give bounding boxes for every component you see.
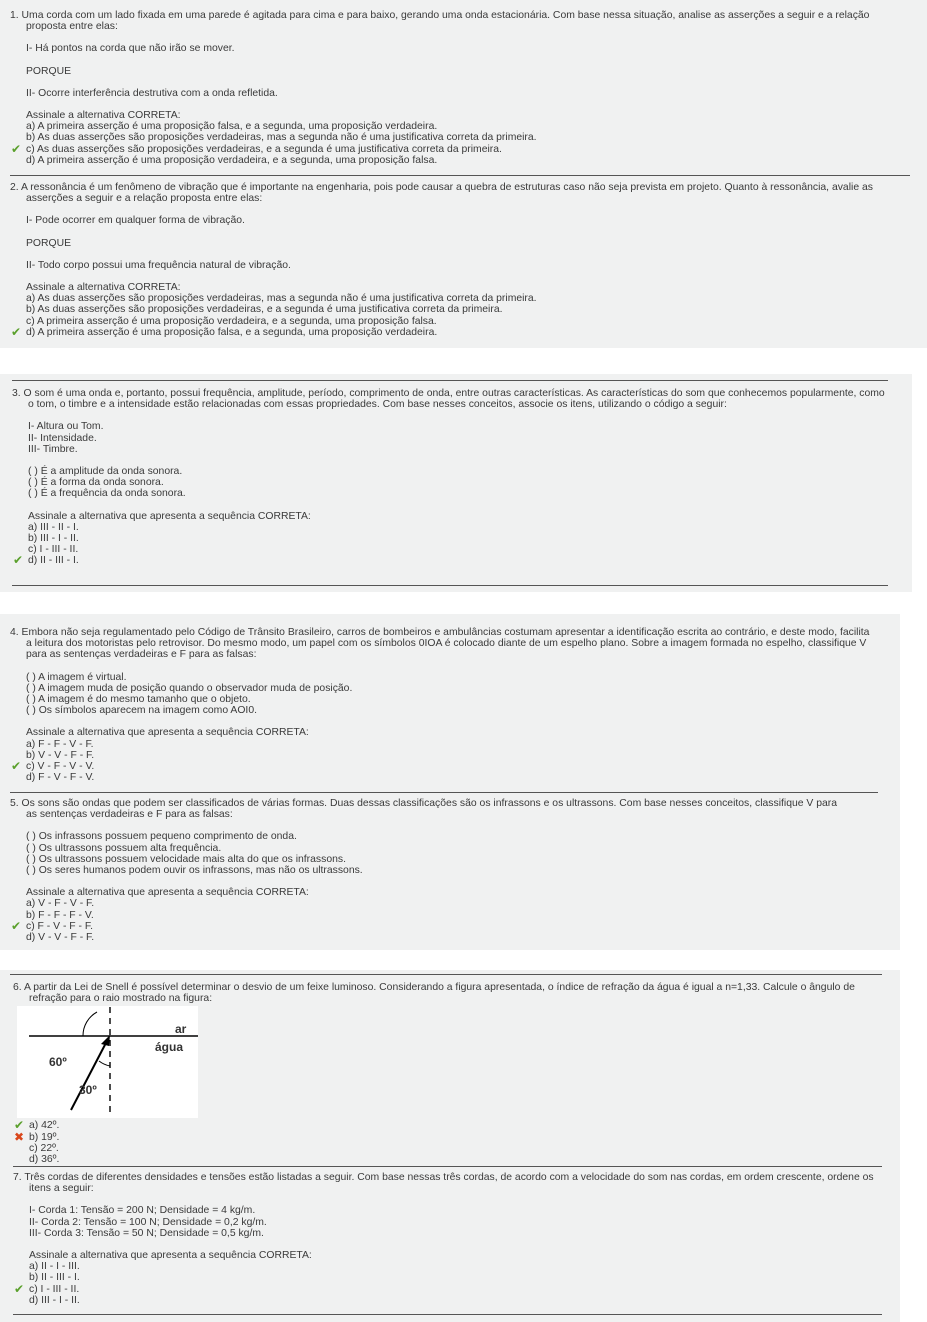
check-icon: ✔	[11, 759, 22, 774]
question-3-stem: 3. O som é uma onda e, portanto, possui frequência, amplitude, período, comprimento de onda, entre outras características. As características do som que conhecemos popularmente, como o tom, o timbre e a intensidade estão relacionadas com essas propriedades. Com base nesses conceitos, associe os itens, utilizando o código a seguir:	[12, 388, 885, 411]
option-b[interactable]: b) As duas asserções são proposições verdadeiras, mas a segunda não é uma justificativa correta da primeira.	[26, 132, 537, 144]
question-5-stem: 5. Os sons são ondas que podem ser classificados de várias formas. Duas dessas classificações são os infrassons e os ultrassons. Com base nesses conceitos, classifique V para as sentenças verdadeiras e F para as falsas:	[10, 798, 838, 821]
option-d[interactable]: d) A primeira asserção é uma proposição verdadeira, e a segunda, uma proposição falsa.	[26, 154, 438, 166]
question-prompt: Assinale a alternativa que apresenta a sequência CORRETA:	[29, 1250, 312, 1262]
assertion-2: II- Ocorre interferência destrutiva com a onda refletida.	[26, 87, 278, 99]
question-prompt: Assinale a alternativa que apresenta a sequência CORRETA:	[26, 727, 309, 739]
option-b[interactable]: b) As duas asserções são proposições verdadeiras, e a segunda é uma justificativa correta da primeira.	[26, 304, 503, 316]
statement-2: ( ) A imagem muda de posição quando o observador muda de posição.	[26, 682, 353, 694]
item-1: I- Corda 1: Tensão = 200 N; Densidade = 4 kg/m.	[29, 1205, 256, 1217]
question-6-stem: 6. A partir da Lei de Snell é possível determinar o desvio de um feixe luminoso. Considerando a figura apresentada, o índice de refração da água é igual a n=1,33. Calcule o ângulo de refração para o raio mostrado na figura:	[13, 982, 855, 1005]
question-2-stem: 2. A ressonância é um fenômeno de vibração que é importante na engenharia, pois pode causar a quebra de estruturas caso não seja prevista em projeto. Quanto à ressonância, avalie as asserções a seguir e a relação proposta entre elas:	[10, 182, 873, 205]
option-d[interactable]: d) III - I - II.	[29, 1294, 80, 1306]
angle-30: 30º	[79, 1083, 97, 1098]
divider	[13, 1314, 882, 1315]
divider	[12, 585, 888, 586]
option-c[interactable]: c) A primeira asserção é uma proposição verdadeira, e a segunda, uma proposição falsa.	[26, 315, 437, 327]
check-icon: ✔	[13, 553, 24, 568]
option-c[interactable]: c) I - III - II.	[28, 544, 79, 556]
porque-label: PORQUE	[26, 237, 72, 249]
assertion-1: I- Há pontos na corda que não irão se mover.	[26, 43, 235, 55]
check-icon: ✔	[11, 918, 22, 933]
statement-3: ( ) É a frequência da onda sonora.	[28, 488, 186, 500]
item-1: I- Altura ou Tom.	[28, 421, 104, 433]
refraction-diagram	[17, 1006, 198, 1118]
option-a[interactable]: a) II - I - III.	[29, 1261, 80, 1273]
cross-icon: ✖	[14, 1129, 25, 1144]
option-b[interactable]: b) II - III - I.	[29, 1272, 80, 1284]
label-ar: ar	[175, 1022, 187, 1037]
light-ray	[71, 1039, 108, 1110]
statement-3: ( ) A imagem é do mesmo tamanho que o objeto.	[26, 694, 251, 706]
option-d[interactable]: ✔ d) A primeira asserção é uma proposição falsa, e a segunda, uma proposição verdadeira.	[11, 324, 438, 339]
option-b[interactable]: b) III - I - II.	[28, 533, 79, 545]
option-a[interactable]: a) A primeira asserção é uma proposição falsa, e a segunda, uma proposição verdadeira.	[26, 121, 438, 133]
item-2: II- Intensidade.	[28, 432, 97, 444]
option-b[interactable]: ✖ b) 19º.	[14, 1129, 60, 1144]
option-c[interactable]: c) 22º.	[29, 1142, 59, 1154]
option-a[interactable]: a) F - F - V - F.	[26, 738, 94, 750]
question-7-stem: 7. Três cordas de diferentes densidades e tensões estão listadas a seguir. Com base nessas três cordas, de acordo com a velocidade do som nas cordas, em ordem crescente, ordene os itens a seguir:	[13, 1172, 874, 1195]
divider	[12, 380, 888, 381]
check-icon: ✔	[14, 1281, 25, 1296]
question-prompt: Assinale a alternativa CORRETA:	[26, 282, 181, 294]
option-b[interactable]: b) V - V - F - F.	[26, 749, 95, 761]
statement-1: ( ) Os infrassons possuem pequeno comprimento de onda.	[26, 831, 297, 843]
option-b[interactable]: b) F - F - F - V.	[26, 909, 94, 921]
question-5	[10, 798, 850, 943]
question-7	[13, 1172, 875, 1306]
question-4	[10, 627, 872, 783]
option-c[interactable]: ✔ c) F - V - F - F.	[11, 918, 93, 933]
angle-arc-icon	[99, 1061, 110, 1066]
question-3	[12, 388, 892, 567]
option-a[interactable]: a) V - F - V - F.	[26, 898, 95, 910]
statement-4: ( ) Os seres humanos podem ouvir os infrassons, mas não os ultrassons.	[26, 865, 363, 877]
question-prompt: Assinale a alternativa que apresenta a sequência CORRETA:	[26, 887, 309, 899]
divider	[10, 175, 910, 176]
item-2: II- Corda 2: Tensão = 100 N; Densidade = 0,2 kg/m.	[29, 1216, 267, 1228]
question-2	[10, 182, 895, 338]
angle-arc-icon	[83, 1012, 97, 1036]
question-prompt: Assinale a alternativa que apresenta a sequência CORRETA:	[28, 510, 311, 522]
option-d[interactable]: d) 36º.	[29, 1154, 60, 1166]
check-icon: ✔	[11, 324, 22, 339]
label-agua: água	[155, 1040, 184, 1055]
statement-2: ( ) Os ultrassons possuem alta frequência.	[26, 842, 222, 854]
option-a[interactable]: a) As duas asserções são proposições verdadeiras, mas a segunda não é uma justificativa correta da primeira.	[26, 293, 537, 305]
option-c[interactable]: ✔ c) V - F - V - V.	[11, 759, 95, 774]
check-icon: ✔	[11, 141, 22, 156]
statement-2: ( ) É a forma da onda sonora.	[28, 477, 164, 489]
statement-4: ( ) Os símbolos aparecem na imagem como AOI0.	[26, 705, 257, 717]
check-icon: ✔	[14, 1118, 25, 1133]
assertion-2: II- Todo corpo possui uma frequência natural de vibração.	[26, 259, 291, 271]
option-d[interactable]: d) F - V - F - V.	[26, 772, 95, 784]
question-1	[10, 10, 890, 166]
angle-60: 60º	[49, 1055, 67, 1070]
assertion-1: I- Pode ocorrer em qualquer forma de vibração.	[26, 215, 245, 227]
option-d[interactable]: d) V - V - F - F.	[26, 932, 95, 944]
statement-1: ( ) É a amplitude da onda sonora.	[28, 466, 183, 478]
statement-1: ( ) A imagem é virtual.	[26, 671, 127, 683]
porque-label: PORQUE	[26, 65, 72, 77]
statement-3: ( ) Os ultrassons possuem velocidade mais alta do que os infrassons.	[26, 853, 346, 865]
option-c[interactable]: ✔ c) As duas asserções são proposições verdadeiras, e a segunda é uma justificativa correta da primeira.	[11, 141, 502, 156]
question-6	[13, 982, 863, 1165]
option-a[interactable]: a) III - II - I.	[28, 521, 79, 533]
option-c[interactable]: ✔ c) I - III - II.	[14, 1281, 80, 1296]
divider	[10, 974, 882, 975]
option-a[interactable]: ✔ a) 42º.	[14, 1118, 60, 1133]
option-d[interactable]: ✔ d) II - III - I.	[13, 553, 79, 568]
divider	[10, 792, 878, 793]
item-3: III- Corda 3: Tensão = 50 N; Densidade = 0,5 kg/m.	[29, 1227, 264, 1239]
question-prompt: Assinale a alternativa CORRETA:	[26, 110, 181, 122]
item-3: III- Timbre.	[28, 443, 78, 455]
divider	[13, 1166, 882, 1167]
question-1-stem: 1. Uma corda com um lado fixada em uma parede é agitada para cima e para baixo, gerando uma onda estacionária. Com base nessa situação, analise as asserções a seguir e a relação proposta entre elas:	[10, 10, 870, 33]
snell-law-figure	[17, 1006, 198, 1118]
question-4-stem: 4. Embora não seja regulamentado pelo Código de Trânsito Brasileiro, carros de bombeiros e ambulâncias costumam apresentar a identificação escrita ao contrário, e deste modo, facilita a leitura dos motoristas pelo retrovisor. Do mesmo modo, um papel com os símbolos 0IOA é colocado diante de um espelho plano. Sobre a imagem formada no espelho, classifique V para as sentenças verdadeiras e F para as falsas:	[10, 627, 870, 661]
